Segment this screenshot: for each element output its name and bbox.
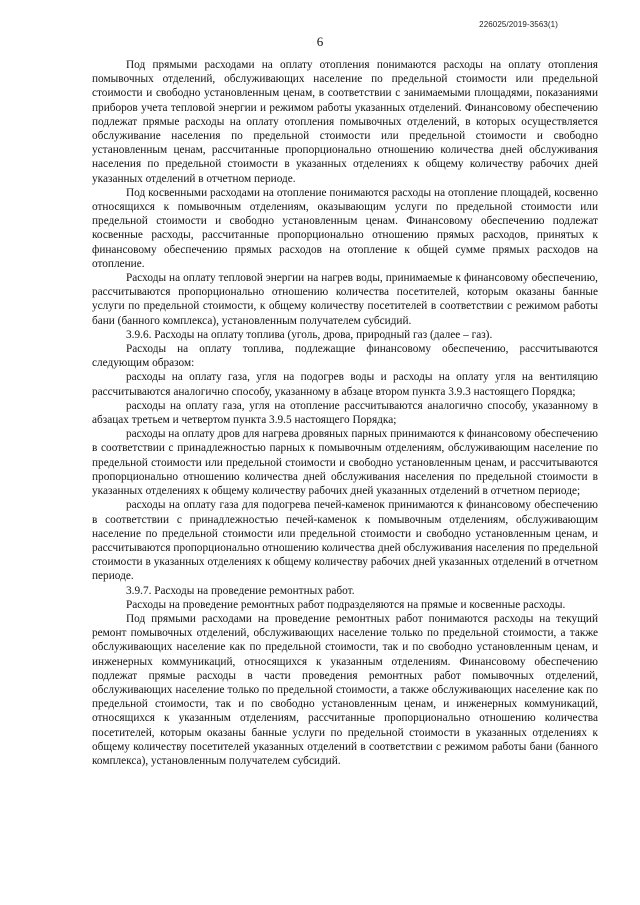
paragraph-water-heating-costs: Расходы на оплату тепловой энергии на нагрев воды, принимаемые к финансовому обеспечению, рассчитываются пропорционально отношению количества посетителей, которым оказаны банные услуги по предельной стоимости, к общему количеству посетителей в соответствии с режимом работы бани (банного комплекса), установленным получателем субсидий.	[92, 272, 598, 327]
section-heading-3-9-7: 3.9.7. Расходы на проведение ремонтных работ.	[126, 584, 355, 597]
document-id: 226025/2019-3563(1)	[479, 20, 558, 29]
paragraph-indirect-heating-costs: Под косвенными расходами на отопление понимаются расходы на отопление площадей, косвенно относящихся к помывочным отделениям, оказывающим услуги по предельной стоимости или предельной стоимости и свободно установленным ценам. Финансовому обеспечению подлежат косвенные расходы, рассчитанные пропорционально отношению прямых расходов, принятых к финансовому обеспечению прямых расходов на отопление к общей сумме прямых расходов на отопление.	[92, 186, 598, 270]
paragraph-gas-stove-heaters: расходы на оплату газа для подогрева печей-каменок принимаются к финансовому обеспечению в соответствии с принадлежностью печей-каменок к помывочным отделениям, обслуживающим население по предельной стоимости или предельной стоимости и свободно установленным ценам, и рассчитываются пропорционально отношению количества дней обслуживания населения по предельной стоимости в указанных отделениях к общему количеству рабочих дней указанных отделений в отчетном периоде.	[92, 499, 598, 583]
section-heading-3-9-6: 3.9.6. Расходы на оплату топлива (уголь, дрова, природный газ (далее – газ).	[126, 328, 493, 341]
paragraph-fuel-costs-intro: Расходы на оплату топлива, подлежащие финансовому обеспечению, рассчитываются следующим образом:	[92, 343, 598, 370]
paragraph-gas-coal-water: расходы на оплату газа, угля на подогрев воды и расходы на оплату угля на вентиляцию рассчитываются аналогично способу, указанному в абзаце втором пункта 3.9.3 настоящего Порядка;	[92, 371, 598, 398]
paragraph-repair-costs-intro: Расходы на проведение ремонтных работ подразделяются на прямые и косвенные расходы.	[126, 598, 566, 611]
page-number: 6	[316, 34, 324, 49]
paragraph-direct-heating-costs: Под прямыми расходами на оплату отопления понимаются расходы на оплату отопления помывочных отделений, обслуживающих население по предельной стоимости или предельной стоимости и свободно установленным ценам, в соответствии с занимаемыми площадями, показаниями приборов учета тепловой энергии и режимом работы указанных отделений. Финансовому обеспечению подлежат прямые расходы на оплату отопления помывочных отделений, в которых осуществляется обслуживание населения по предельной стоимости или предельной стоимости и свободно установленным ценам, рассчитанные пропорционально отношению количества дней обслуживания населения по предельной стоимости в указанных отделениях к общему количеству рабочих дней указанных отделений в отчетном периоде.	[92, 59, 598, 185]
document-body	[92, 58, 598, 768]
paragraph-direct-repair-costs: Под прямыми расходами на проведение ремонтных работ понимаются расходы на текущий ремонт помывочных отделений, обслуживающих население только по предельной стоимости, а также обслуживающих население как по предельной стоимости, так и по свободно установленным ценам, и инженерных коммуникаций, относящихся к указанным отделениям. Финансовому обеспечению подлежат прямые расходы в части проведения ремонтных работ помывочных отделений, обслуживающих население только по предельной стоимости, а также обслуживающих население как по предельной стоимости, так и по свободно установленным ценам, и инженерных коммуникаций, относящихся к указанным отделениям, рассчитанные пропорционально отношению количества посетителей, которым оказаны банные услуги по предельной стоимости в указанных отделениях к общему количеству посетителей указанных отделений в соответствии с режимом работы бани (банного комплекса), установленным получателем субсидий.	[92, 612, 598, 767]
paragraph-firewood-steam-rooms: расходы на оплату дров для нагрева дровяных парных принимаются к финансовому обеспечению в соответствии с принадлежностью парных к помывочным отделениям, обслуживающим население по предельной стоимости или предельной стоимости и свободно установленным ценам, и рассчитываются пропорционально отношению количества дней обслуживания населения по предельной стоимости в указанных отделениях к общему количеству рабочих дней указанных отделений в отчетном периоде;	[92, 428, 598, 498]
paragraph-gas-coal-heating: расходы на оплату газа, угля на отопление рассчитываются аналогично способу, указанному в абзацах третьем и четвертом пункта 3.9.5 настоящего Порядка;	[92, 399, 598, 427]
